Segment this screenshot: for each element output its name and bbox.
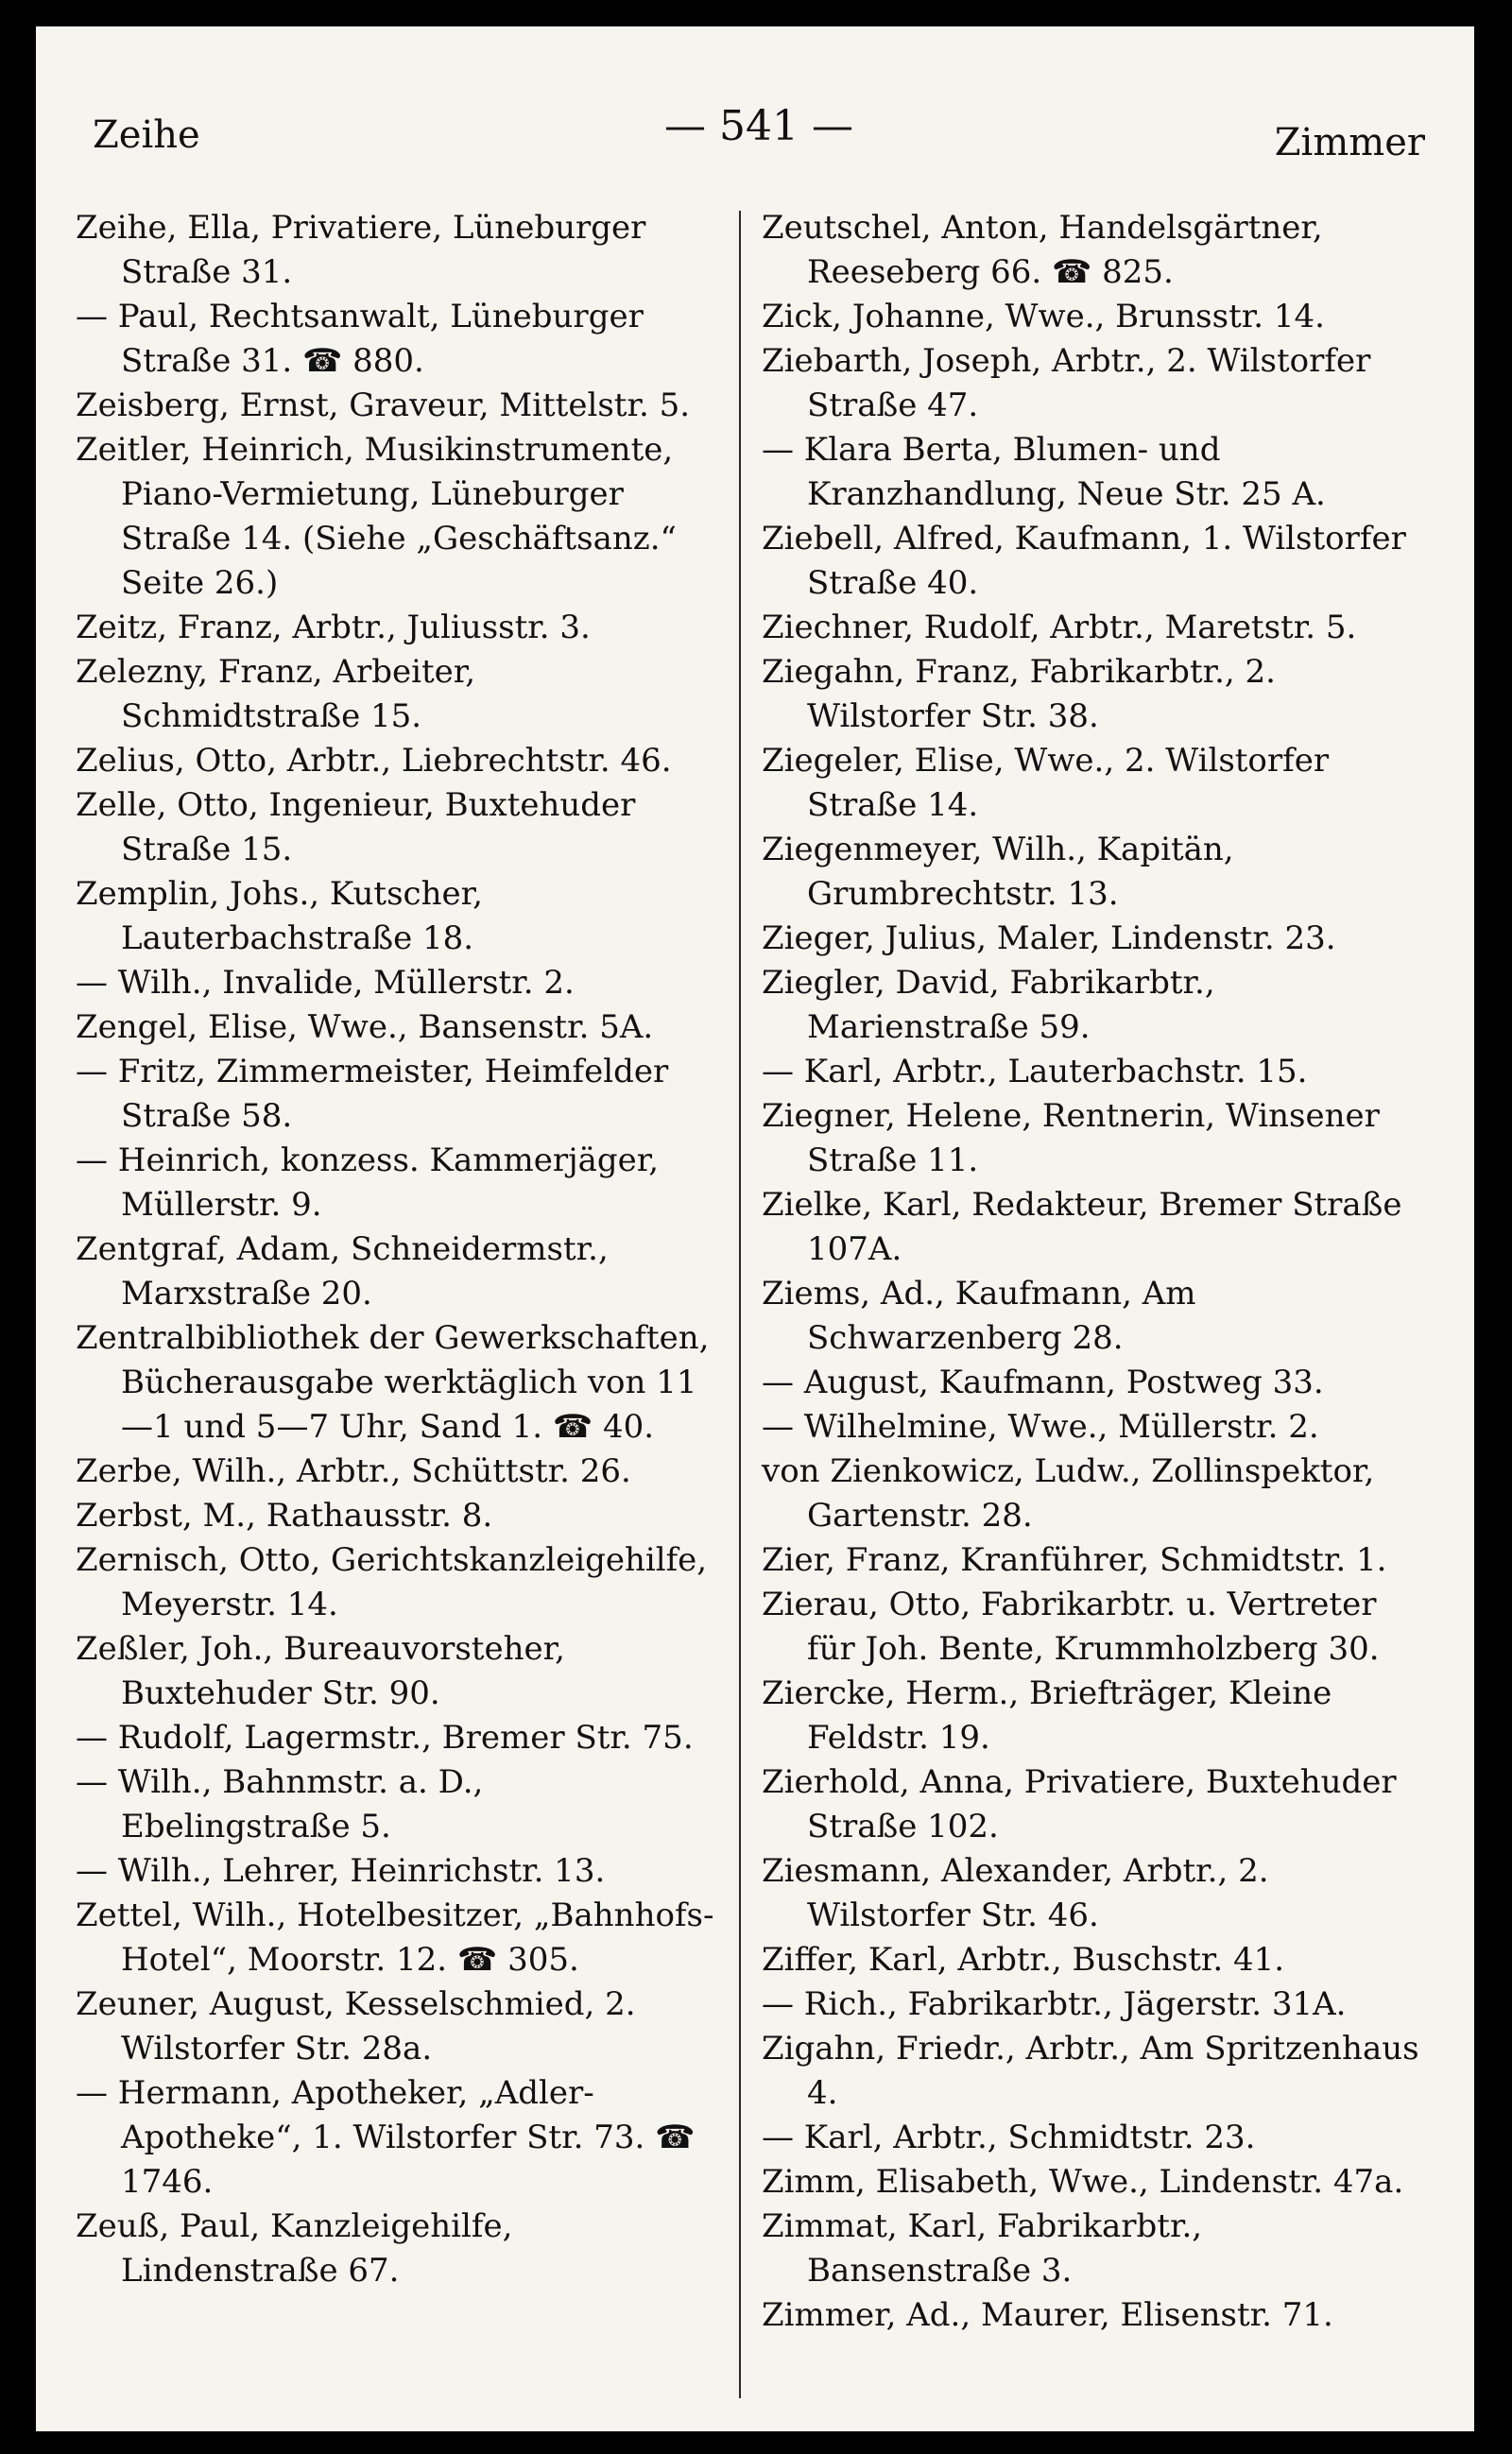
list-item: Zeutschel, Anton, Handelsgärtner, Reeseberg 66. ☎ 825. <box>762 209 1323 291</box>
list-item: — Karl, Arbtr., Lauterbachstr. 15. <box>762 1053 1308 1090</box>
list-item: Zeuner, August, Kesselschmied, 2. Wilstorfer Str. 28a. <box>76 1985 636 2068</box>
list-item: — Rudolf, Lagermstr., Bremer Str. 75. <box>76 1719 694 1757</box>
list-item: Zierau, Otto, Fabrikarbtr. u. Vertreter für Joh. Bente, Krummholzberg 30. <box>762 1586 1380 1668</box>
list-item: Ziegler, David, Fabrikarbtr., Marienstraße 59. <box>762 964 1215 1046</box>
list-item: — Paul, Rechtsanwalt, Lüneburger Straße 31. ☎ 880. <box>76 298 644 380</box>
list-item: Ziegenmeyer, Wilh., Kapitän, Grumbrechtstr. 13. <box>762 831 1234 913</box>
list-item: Zentralbibliothek der Gewerkschaften, Bücherausgabe werktäglich von 11—1 und 5—7 Uhr, Sand 1. ☎ 40. <box>76 1319 710 1446</box>
page-header <box>93 93 1425 168</box>
list-item: — Klara Berta, Blumen- und Kranzhandlung, Neue Str. 25 A. <box>762 431 1326 513</box>
list-item: Ziegeler, Elise, Wwe., 2. Wilstorfer Straße 14. <box>762 742 1330 824</box>
list-item: — Wilhelmine, Wwe., Müllerstr. 2. <box>762 1408 1319 1446</box>
list-item: von Zienkowicz, Ludw., Zollinspektor, Gartenstr. 28. <box>762 1452 1375 1535</box>
list-item: Ziffer, Karl, Arbtr., Buschstr. 41. <box>762 1941 1285 1979</box>
list-item: Ziegahn, Franz, Fabrikarbtr., 2. Wilstorfer Str. 38. <box>762 653 1276 735</box>
list-item: Zerbe, Wilh., Arbtr., Schüttstr. 26. <box>76 1452 631 1490</box>
list-item: — August, Kaufmann, Postweg 33. <box>762 1364 1324 1401</box>
list-item: Ziems, Ad., Kaufmann, Am Schwarzenberg 28. <box>762 1275 1196 1357</box>
list-item: Ziebarth, Joseph, Arbtr., 2. Wilstorfer Straße 47. <box>762 342 1371 424</box>
list-item: Zerbst, M., Rathausstr. 8. <box>76 1497 493 1535</box>
list-item: Ziercke, Herm., Briefträger, Kleine Feldstr. 19. <box>762 1674 1332 1757</box>
list-item: — Karl, Arbtr., Schmidtstr. 23. <box>762 2119 1256 2156</box>
list-item: Zimmer, Ad., Maurer, Elisenstr. 71. <box>762 2296 1333 2334</box>
list-item: Zieger, Julius, Maler, Lindenstr. 23. <box>762 919 1336 957</box>
list-item: Zeßler, Joh., Bureauvorsteher, Buxtehuder Str. 90. <box>76 1630 565 1712</box>
list-item: Ziebell, Alfred, Kaufmann, 1. Wilstorfer Straße 40. <box>762 520 1406 602</box>
left-column <box>76 206 718 2293</box>
list-item: Zeitz, Franz, Arbtr., Juliusstr. 3. <box>76 609 591 646</box>
list-item: Zeuß, Paul, Kanzleigehilfe, Lindenstraße 67. <box>76 2207 513 2290</box>
list-item: Zierhold, Anna, Privatiere, Buxtehuder Straße 102. <box>762 1763 1397 1845</box>
column-divider <box>739 211 741 2398</box>
list-item: Zeisberg, Ernst, Graveur, Mittelstr. 5. <box>76 386 691 424</box>
list-item: Zeihe, Ella, Privatiere, Lüneburger Straße 31. <box>76 209 646 291</box>
list-item: Zengel, Elise, Wwe., Bansenstr. 5A. <box>76 1008 654 1046</box>
list-item: Ziechner, Rudolf, Arbtr., Maretstr. 5. <box>762 609 1357 646</box>
list-item: Zimm, Elisabeth, Wwe., Lindenstr. 47a. <box>762 2163 1404 2201</box>
list-item: Zelezny, Franz, Arbeiter, Schmidtstraße 15. <box>76 653 476 735</box>
list-item: Ziesmann, Alexander, Arbtr., 2. Wilstorfer Str. 46. <box>762 1852 1269 1934</box>
list-item: Zielke, Karl, Redakteur, Bremer Straße 107A. <box>762 1186 1402 1268</box>
list-item: Zigahn, Friedr., Arbtr., Am Spritzenhaus 4. <box>762 2030 1419 2112</box>
list-item: Zier, Franz, Kranführer, Schmidtstr. 1. <box>762 1541 1387 1579</box>
list-item: Zimmat, Karl, Fabrikarbtr., Bansenstraße 3. <box>762 2207 1203 2290</box>
list-item: Ziegner, Helene, Rentnerin, Winsener Straße 11. <box>762 1097 1380 1179</box>
list-item: Zelle, Otto, Ingenieur, Buxtehuder Straße 15. <box>76 786 636 868</box>
list-item: — Rich., Fabrikarbtr., Jägerstr. 31A. <box>762 1985 1347 2023</box>
right-column <box>762 206 1423 2338</box>
list-item: — Hermann, Apotheker, „Adler-Apotheke“, 1. Wilstorfer Str. 73. ☎ 1746. <box>76 2074 696 2201</box>
list-item: Zick, Johanne, Wwe., Brunsstr. 14. <box>762 298 1325 335</box>
list-item: — Wilh., Invalide, Müllerstr. 2. <box>76 964 575 1002</box>
list-item: Zernisch, Otto, Gerichtskanzleigehilfe, Meyerstr. 14. <box>76 1541 708 1623</box>
list-item: — Wilh., Bahnmstr. a. D., Ebelingstraße 5. <box>76 1763 484 1845</box>
list-item: Zentgraf, Adam, Schneidermstr., Marxstraße 20. <box>76 1230 609 1313</box>
list-item: Zelius, Otto, Arbtr., Liebrechtstr. 46. <box>76 742 672 780</box>
directory-page <box>36 26 1474 2431</box>
list-item: — Heinrich, konzess. Kammerjäger, Müllerstr. 9. <box>76 1141 660 1224</box>
header-right-keyword: Zimmer <box>1274 121 1425 164</box>
header-left-keyword: Zeihe <box>93 113 200 157</box>
list-item: Zeitler, Heinrich, Musikinstrumente, Piano-Vermietung, Lüneburger Straße 14. (Siehe „Geschäftsanz.“ Seite 26.) <box>76 431 677 602</box>
list-item: Zettel, Wilh., Hotelbesitzer, „Bahnhofs-Hotel“, Moorstr. 12. ☎ 305. <box>76 1896 714 1979</box>
list-item: — Fritz, Zimmermeister, Heimfelder Straße 58. <box>76 1053 669 1135</box>
page-number: — 541 — <box>664 102 853 150</box>
list-item: Zemplin, Johs., Kutscher, Lauterbachstraße 18. <box>76 875 483 957</box>
list-item: — Wilh., Lehrer, Heinrichstr. 13. <box>76 1852 606 1890</box>
